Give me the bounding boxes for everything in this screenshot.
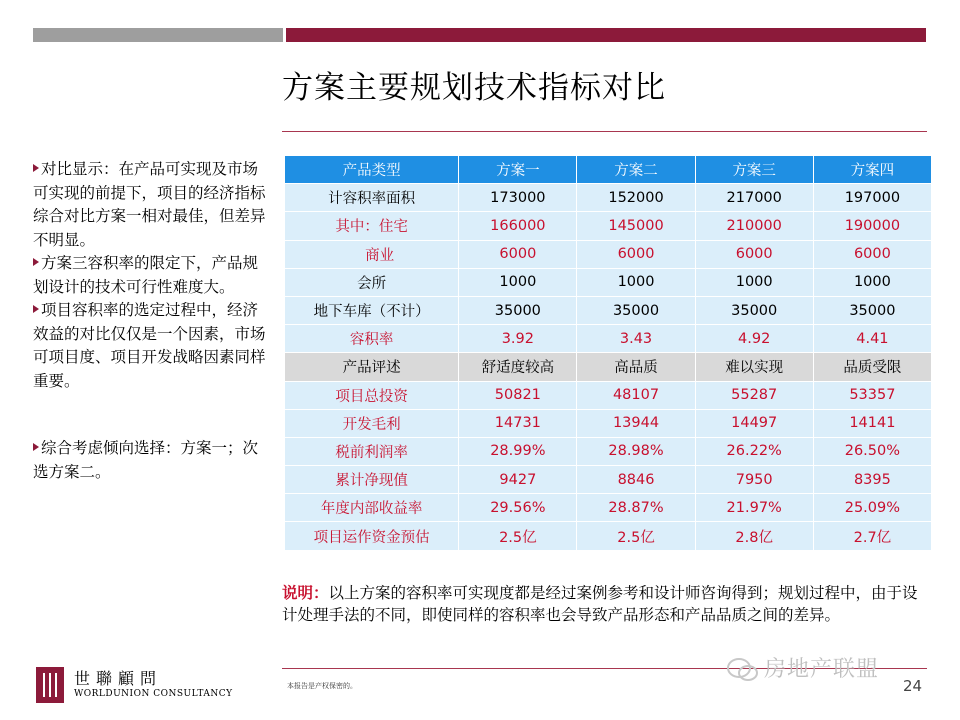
row-label: 商业: [285, 240, 459, 268]
table-cell: 21.97%: [695, 494, 813, 522]
table-cell: 53357: [813, 381, 931, 409]
table-cell: 13944: [577, 409, 695, 437]
table-row: [285, 296, 932, 324]
table-row: [285, 184, 932, 212]
bullet-item: [33, 158, 273, 252]
worldunion-logo-icon: [36, 667, 64, 703]
table-header-row: [285, 156, 932, 184]
table-cell: 3.92: [459, 325, 577, 353]
page-number: 24: [903, 677, 923, 695]
triangle-bullet-icon: [33, 305, 39, 313]
table-cell: 8846: [577, 466, 695, 494]
table-cell: 1000: [813, 268, 931, 296]
header-cell: 方案二: [577, 156, 695, 184]
bullet-text: 综合考虑倾向选择：方案一；次选方案二。: [33, 439, 259, 481]
table-cell: 1000: [459, 268, 577, 296]
table-row: [285, 212, 932, 240]
table-cell: 26.50%: [813, 437, 931, 465]
note-label: 说明：: [282, 584, 329, 602]
table-cell: 6000: [813, 240, 931, 268]
slide-title: 方案主要规划技术指标对比: [282, 70, 666, 106]
row-label: 项目运作资金预估: [285, 522, 459, 550]
triangle-bullet-icon: [33, 258, 39, 266]
watermark-text: 房地产联盟: [764, 657, 880, 682]
table-cell: 210000: [695, 212, 813, 240]
table-cell: 28.98%: [577, 437, 695, 465]
table-row: [285, 381, 932, 409]
table-cell: 14731: [459, 409, 577, 437]
table-cell: 55287: [695, 381, 813, 409]
table-cell: 217000: [695, 184, 813, 212]
bullet-text: 对比显示：在产品可实现及市场可实现的前提下，项目的经济指标综合对比方案一相对最佳，但差异不明显。: [33, 160, 266, 249]
table-cell: 1000: [695, 268, 813, 296]
table-cell: 2.8亿: [695, 522, 813, 550]
logo-chinese-text: 世聯顧問: [74, 669, 163, 688]
table-row: [285, 522, 932, 550]
bullet-item: [33, 252, 273, 299]
row-label: 年度内部收益率: [285, 494, 459, 522]
table-row: [285, 409, 932, 437]
table-cell: 3.43: [577, 325, 695, 353]
comparison-table: [284, 155, 932, 551]
table-row: [285, 353, 932, 381]
table-cell: 1000: [577, 268, 695, 296]
header-cell: 方案三: [695, 156, 813, 184]
table-cell: 173000: [459, 184, 577, 212]
row-label: 项目总投资: [285, 381, 459, 409]
row-label: 开发毛利: [285, 409, 459, 437]
wechat-icon: [726, 657, 760, 683]
table-cell: 29.56%: [459, 494, 577, 522]
row-label: 累计净现值: [285, 466, 459, 494]
table-cell: 28.87%: [577, 494, 695, 522]
header-cell: 方案四: [813, 156, 931, 184]
table-cell: 6000: [577, 240, 695, 268]
triangle-bullet-icon: [33, 164, 39, 172]
triangle-bullet-icon: [33, 443, 39, 451]
confidential-footnote: 本报告是产权保密的。: [287, 682, 357, 690]
table-cell: 舒适度较高: [459, 353, 577, 381]
table-cell: 25.09%: [813, 494, 931, 522]
table-row: [285, 268, 932, 296]
table-cell: 35000: [695, 296, 813, 324]
bullet-list: [33, 158, 273, 484]
table-cell: 35000: [813, 296, 931, 324]
note-paragraph: [282, 582, 932, 626]
row-label: 其中：住宅: [285, 212, 459, 240]
table-cell: 190000: [813, 212, 931, 240]
table-cell: 26.22%: [695, 437, 813, 465]
table-cell: 28.99%: [459, 437, 577, 465]
bullet-text: 项目容积率的选定过程中，经济效益的对比仅仅是一个因素，市场可项目度、项目开发战略因素同样重要。: [33, 301, 266, 390]
header-cell: 产品类型: [285, 156, 459, 184]
header-bar-grey: [33, 28, 283, 42]
note-text: 以上方案的容积率可实现度都是经过案例参考和设计师咨询得到；规划过程中，由于设计处理手法的不同，即使同样的容积率也会导致产品形态和产品品质之间的差异。: [282, 584, 918, 624]
table-cell: 14141: [813, 409, 931, 437]
bullet-item: [33, 299, 273, 393]
table-row: [285, 494, 932, 522]
table-cell: 7950: [695, 466, 813, 494]
table-cell: 难以实现: [695, 353, 813, 381]
table-cell: 4.92: [695, 325, 813, 353]
table-cell: 48107: [577, 381, 695, 409]
row-label: 计容积率面积: [285, 184, 459, 212]
table-row: [285, 325, 932, 353]
table-row: [285, 466, 932, 494]
table-cell: 9427: [459, 466, 577, 494]
table-cell: 4.41: [813, 325, 931, 353]
row-label: 税前利润率: [285, 437, 459, 465]
table-cell: 152000: [577, 184, 695, 212]
row-label: 容积率: [285, 325, 459, 353]
table-cell: 2.5亿: [459, 522, 577, 550]
table-cell: 197000: [813, 184, 931, 212]
bullet-item: [33, 437, 273, 484]
table-cell: 35000: [459, 296, 577, 324]
row-label: 产品评述: [285, 353, 459, 381]
table-cell: 166000: [459, 212, 577, 240]
table-cell: 14497: [695, 409, 813, 437]
table-cell: 35000: [577, 296, 695, 324]
table-cell: 2.7亿: [813, 522, 931, 550]
table-cell: 2.5亿: [577, 522, 695, 550]
bullet-text: 方案三容积率的限定下，产品规划设计的技术可行性难度大。: [33, 254, 259, 296]
title-divider: [282, 131, 927, 132]
watermark: [726, 652, 879, 683]
table-cell: 6000: [695, 240, 813, 268]
table-cell: 6000: [459, 240, 577, 268]
table-row: [285, 240, 932, 268]
logo-english-text: WORLDUNION CONSULTANCY: [74, 689, 233, 699]
table-row: [285, 437, 932, 465]
table-cell: 50821: [459, 381, 577, 409]
header-bar-red: [286, 28, 926, 42]
row-label: 会所: [285, 268, 459, 296]
row-label: 地下车库（不计）: [285, 296, 459, 324]
table-cell: 145000: [577, 212, 695, 240]
table-cell: 高品质: [577, 353, 695, 381]
table-cell: 品质受限: [813, 353, 931, 381]
table-cell: 8395: [813, 466, 931, 494]
header-cell: 方案一: [459, 156, 577, 184]
